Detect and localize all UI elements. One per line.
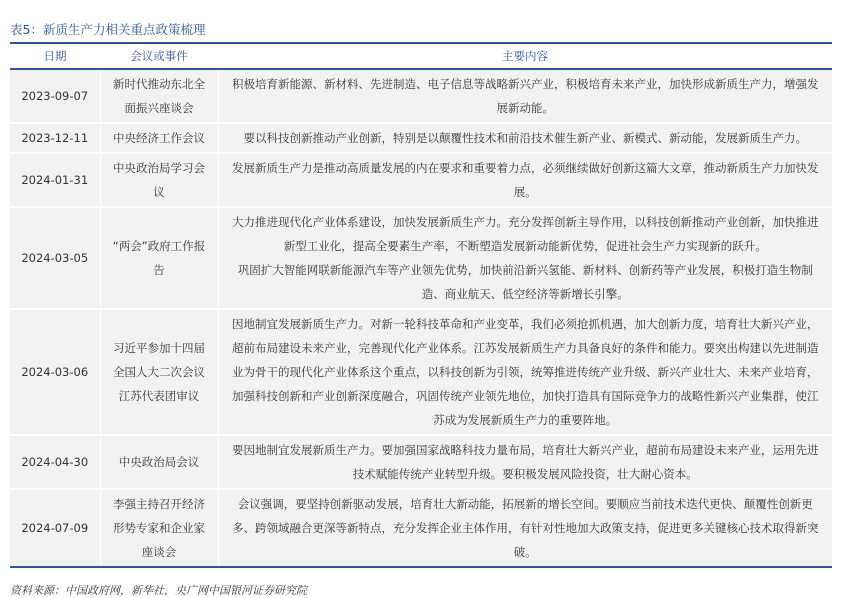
content-cell (218, 435, 832, 489)
event-cell: 中央政治局会议 (100, 435, 218, 489)
header-event: 会议或事件 (100, 43, 218, 69)
event-cell: 李强主持召开经济形势专家和企业家座谈会 (100, 489, 218, 567)
event-cell: 中央经济工作会议 (100, 123, 218, 153)
content-paragraph: 会议强调，要坚持创新驱动发展，培育壮大新动能，拓展新的增长空间。要顺应当前技术迭代更快、颠覆性创新更多、跨领域融合更深等新特点，充分发挥企业主体作用，有针对性地加大政策支持，促进更多关键核心技术取得新突破。 (232, 497, 819, 559)
table-header (10, 43, 832, 69)
date-cell: 2023-09-07 (10, 69, 100, 123)
header-content: 主要内容 (218, 43, 832, 69)
content-cell (218, 153, 832, 207)
header-row (10, 43, 832, 69)
policy-table (10, 42, 832, 568)
table-row (10, 153, 832, 207)
content-cell (218, 207, 832, 309)
content-paragraph: 大力推进现代化产业体系建设，加快发展新质生产力。充分发挥创新主导作用，以科技创新推动产业创新，加快推进新型工业化，提高全要素生产率，不断塑造发展新动能新优势，促进社会生产力实现新的跃升。 (232, 215, 819, 253)
event-cell: 习近平参加十四届全国人大二次会议江苏代表团审议 (100, 309, 218, 435)
table-row (10, 309, 832, 435)
date-cell: 2024-03-05 (10, 207, 100, 309)
content-cell (218, 489, 832, 567)
table-row (10, 489, 832, 567)
header-date: 日期 (10, 43, 100, 69)
content-paragraph: 巩固扩大智能网联新能源汽车等产业领先优势，加快前沿新兴氢能、新材料、创新药等产业发展，积极打造生物制造、商业航天、低空经济等新增长引擎。 (237, 263, 813, 301)
content-cell (218, 123, 832, 153)
table-body (10, 69, 832, 567)
content-paragraph: 因地制宜发展新质生产力。对新一轮科技革命和产业变革，我们必须抢抓机遇，加大创新力度，培育壮大新兴产业，超前布局建设未来产业，完善现代化产业体系。江苏发展新质生产力具备良好的条件和能力。要突出构建以先进制造业为骨干的现代化产业体系这个重点，以科技创新为引领，统筹推进传统产业升级、新兴产业壮大、未来产业培育，加强科技创新和产业创新深度融合，巩固传统产业领先地位，加快打造具有国际竞争力的战略性新兴产业集群，使江苏成为发展新质生产力的重要阵地。 (232, 317, 819, 427)
table-row (10, 69, 832, 123)
date-cell: 2024-04-30 (10, 435, 100, 489)
content-paragraph: 要以科技创新推动产业创新，特别是以颠覆性技术和前沿技术催生新产业、新模式、新动能，发展新质生产力。 (243, 131, 807, 145)
date-cell: 2023-12-11 (10, 123, 100, 153)
date-cell: 2024-03-06 (10, 309, 100, 435)
event-cell: 中央政治局学习会议 (100, 153, 218, 207)
source-note: 资料来源：中国政府网，新华社，央广网中国银河证券研究院 (10, 584, 307, 597)
content-paragraph: 积极培育新能源、新材料、先进制造、电子信息等战略新兴产业，积极培育未来产业，加快形成新质生产力，增强发展新动能。 (232, 77, 819, 115)
content-cell (218, 69, 832, 123)
content-cell (218, 309, 832, 435)
content-paragraph: 要因地制宜发展新质生产力。要加强国家战略科技力量布局，培育壮大新兴产业，超前布局建设未来产业，运用先进技术赋能传统产业转型升级。要积极发展风险投资，壮大耐心资本。 (232, 443, 819, 481)
content-paragraph: 发展新质生产力是推动高质量发展的内在要求和重要着力点，必须继续做好创新这篇大文章，推动新质生产力加快发展。 (232, 161, 819, 199)
table-row (10, 123, 832, 153)
date-cell: 2024-01-31 (10, 153, 100, 207)
event-cell: “两会”政府工作报告 (100, 207, 218, 309)
table-row (10, 435, 832, 489)
table-caption: 表5：新质生产力相关重点政策梳理 (10, 22, 206, 37)
date-cell: 2024-07-09 (10, 489, 100, 567)
event-cell: 新时代推动东北全面振兴座谈会 (100, 69, 218, 123)
table-row (10, 207, 832, 309)
